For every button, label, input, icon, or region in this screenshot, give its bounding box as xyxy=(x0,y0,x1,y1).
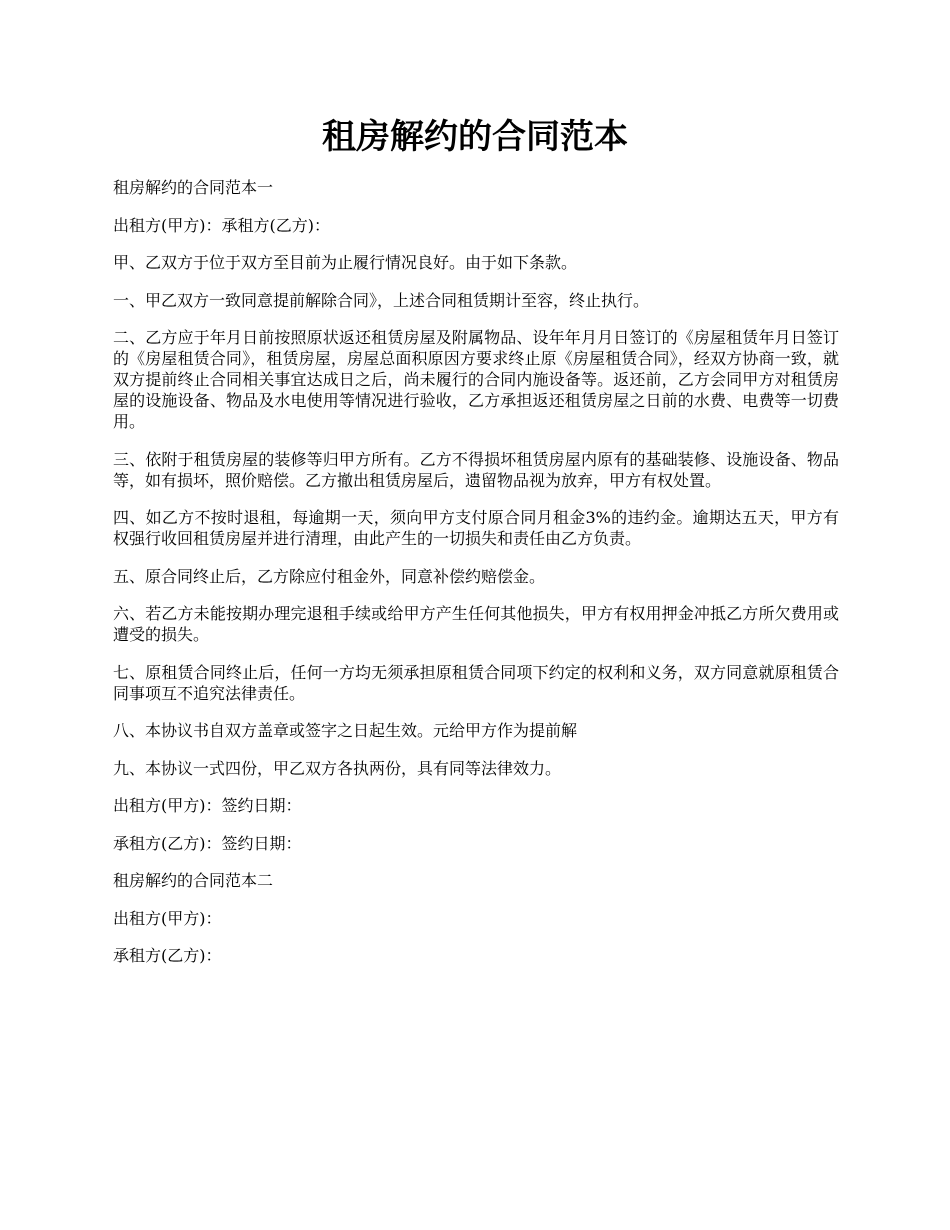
clause-1: 一、甲乙双方一致同意提前解除合同》，上述合同租赁期计至容，终止执行。 xyxy=(113,290,650,310)
parties-line: 出租方(甲方)：承租方(乙方)： xyxy=(113,215,330,235)
lessee-line: 承租方(乙方)： xyxy=(113,946,222,965)
section-heading-sample-two: 租房解约的合同范本二 xyxy=(113,871,274,890)
clause-6: 六、若乙方未能按期办理完退租手续或给甲方产生任何其他损失，甲方有权用押金冲抵乙方所欠费用或遭受的损失。 xyxy=(113,604,839,644)
clause-7: 七、原租赁合同终止后，任何一方均无须承担原租赁合同项下约定的权利和义务，双方同意就原租赁合同事项互不追究法律责任。 xyxy=(113,662,839,703)
document-title: 租房解约的合同范本 xyxy=(322,117,628,157)
clause-2: 二、乙方应于年月日前按照原状返还租赁房屋及附属物品、设年年月月日签订的《房屋租赁年月日签订的《房屋租赁合同》，租赁房屋，房屋总面积原因方要求终止原《房屋租赁合同》，经双方协商一致，就双方提前终止合同相关事宜达成日之后，尚未履行的合同内施设备等。返还前，乙方会同甲方对租赁房屋的设施设备、物品及水电使用等情况进行验收，乙方承担返还租赁房屋之日前的水费、电费等一切费用。 xyxy=(113,328,839,431)
lessee-signature-line: 承租方(乙方)：签约日期： xyxy=(113,833,302,853)
document-body xyxy=(113,177,839,983)
lessor-signature-line: 出租方(甲方)：签约日期： xyxy=(113,796,302,815)
clause-8: 八、本协议书自双方盖章或签字之日起生效。元给甲方作为提前解 xyxy=(113,721,578,740)
section-heading-sample-one: 租房解约的合同范本一 xyxy=(113,178,274,197)
preamble-paragraph: 甲、乙双方于位于双方至目前为止履行情况良好。由于如下条款。 xyxy=(113,253,578,272)
clause-9: 九、本协议一式四份，甲乙双方各执两份，具有同等法律效力。 xyxy=(113,758,562,778)
lessor-line: 出租方(甲方)： xyxy=(113,908,222,928)
clause-5: 五、原合同终止后，乙方除应付租金外，同意补偿约赔偿金。 xyxy=(113,566,546,586)
clause-3: 三、依附于租赁房屋的装修等归甲方所有。乙方不得损坏租赁房屋内原有的基础装修、设施设备、物品等，如有损坏，照价赔偿。乙方撤出租赁房屋后，遗留物品视为放弃，甲方有权处置。 xyxy=(113,449,839,490)
clause-4: 四、如乙方不按时退租，每逾期一天，须向甲方支付原合同月租金3%的违约金。逾期达五天，甲方有权强行收回租赁房屋并进行清理，由此产生的一切损失和责任由乙方负责。 xyxy=(113,508,839,548)
